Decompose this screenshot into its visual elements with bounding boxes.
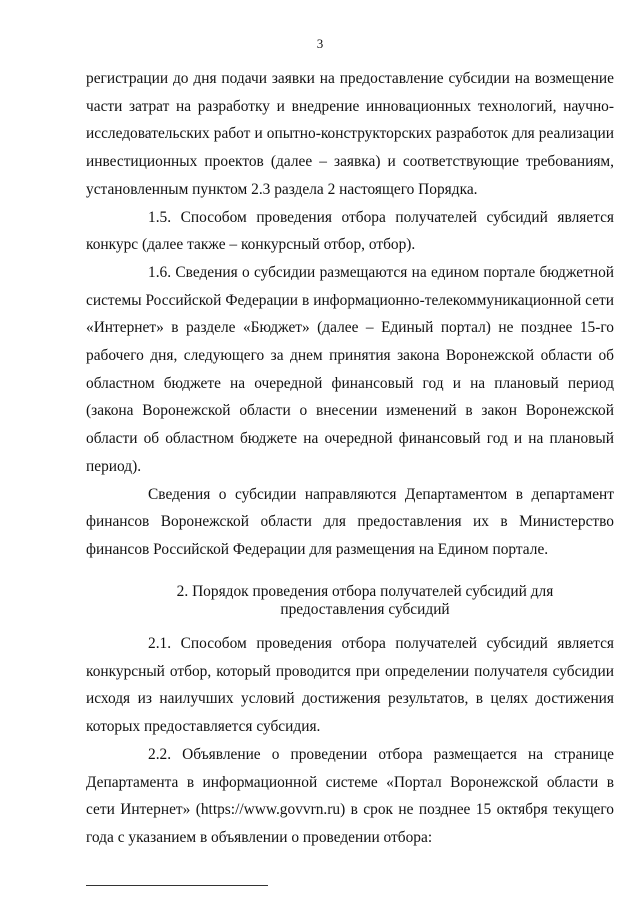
- paragraph-1-6: 1.6. Сведения о субсидии размещаются на едином портале бюджетной системы Российской Федерации в информационно-телекоммуникационной сети «Интернет» в разделе «Бюджет» (далее – Единый портал) не позднее 15-го рабочего дня, следующего за днем принятия закона Воронежской области об областном бюджете на очередной финансовый год и на плановый период (закона Воронежской области о внесении изменений в закон Воронежской области об областном бюджете на очередной финансовый год и на плановый период).: [86, 263, 614, 475]
- section-2-body: [86, 630, 614, 852]
- paragraph-1-6-extra: Сведения о субсидии направляются Департаментом в департамент финансов Воронежской области для предоставления их в Министерство финансов Российской Федерации для размещения на Едином портале.: [86, 485, 614, 558]
- page-number: 3: [316, 36, 324, 51]
- paragraph-2-2: 2.2. Объявление о проведении отбора размещается на странице Департамента в информационной системе «Портал Воронежской области в сети Интернет» (https://www.govvrn.ru) в срок не позднее 15 октября текущего года с указанием в объявлении о проведении отбора:: [86, 745, 614, 846]
- section-2-heading-line-1: 2. Порядок проведения отбора получателей субсидий для: [176, 583, 554, 600]
- section-2-heading-line-2: предоставления субсидий: [280, 600, 450, 618]
- section-1-body: [86, 65, 614, 564]
- paragraph-2-1: 2.1. Способом проведения отбора получателей субсидий является конкурсный отбор, который проводится при определении получателя субсидии исходя из наилучших условий достижения результатов, в целях достижения которых предоставляется субсидия.: [86, 635, 614, 736]
- footnote-separator: [86, 885, 268, 886]
- section-2-heading: [86, 583, 640, 618]
- paragraph-1-5: 1.5. Способом проведения отбора получателей субсидий является конкурс (далее также – конкурсный отбор, отбор).: [86, 208, 614, 254]
- continuation-paragraph: регистрации до дня подачи заявки на предоставление субсидии на возмещение части затрат на разработку и внедрение инновационных технологий, научно-исследовательских работ и опытно-конструкторских разработок для реализации инвестиционных проектов (далее – заявка) и соответствующие требованиям, установленным пунктом 2.3 раздела 2 настоящего Порядка.: [86, 70, 614, 198]
